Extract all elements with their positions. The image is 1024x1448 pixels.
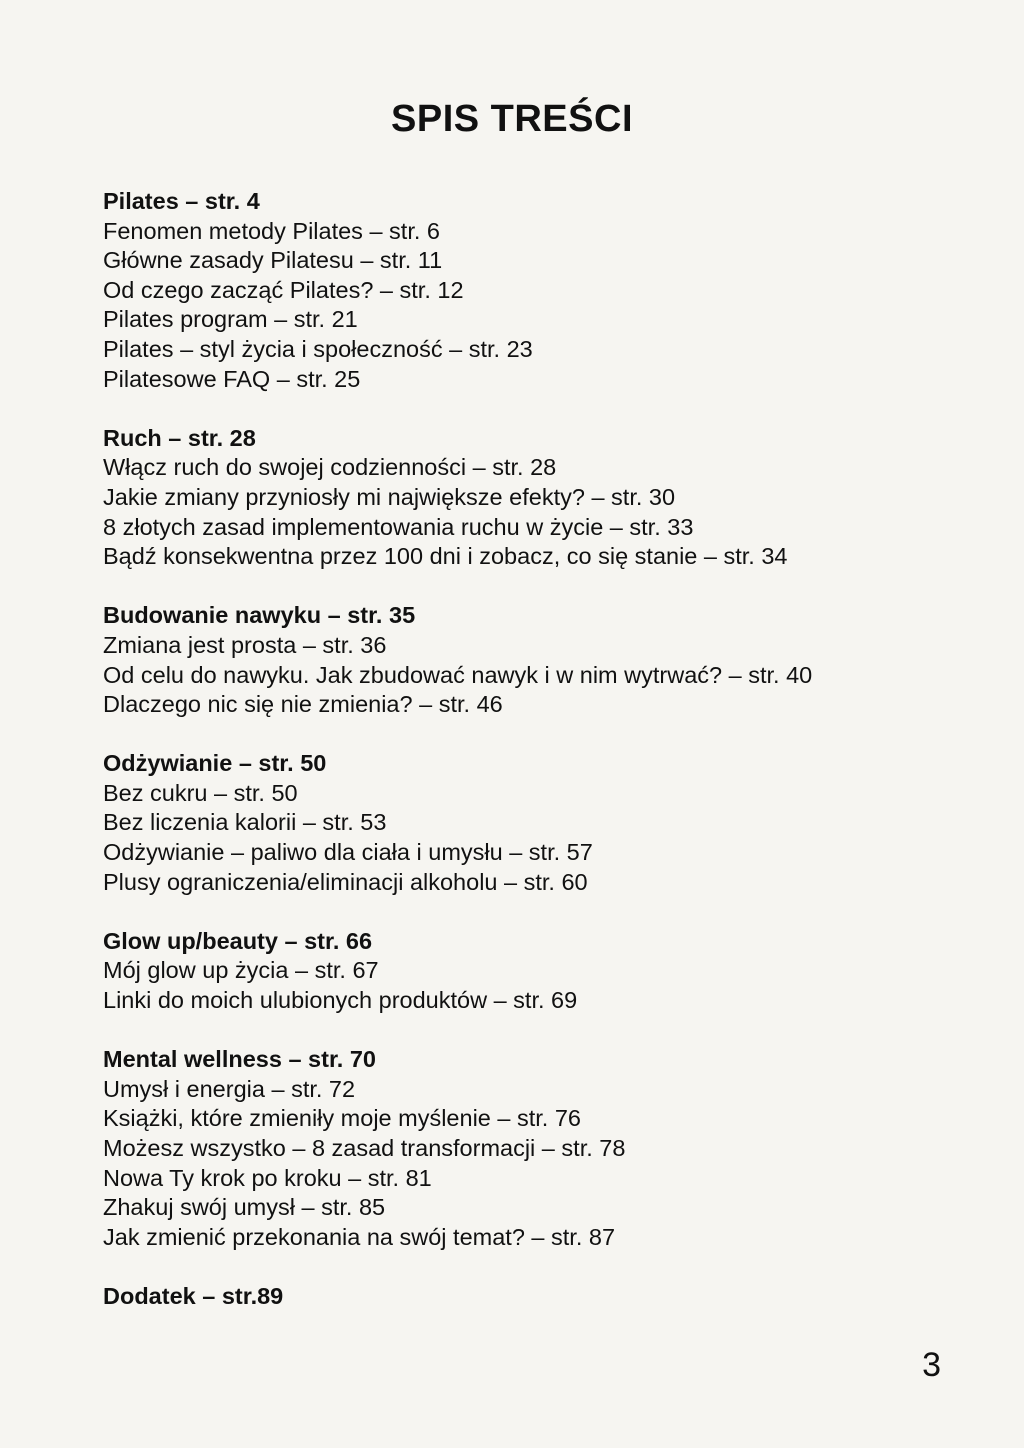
toc-entry: 8 złotych zasad implementowania ruchu w życie – str. 33	[103, 513, 694, 540]
toc-entry: Możesz wszystko – 8 zasad transformacji – str. 78	[103, 1135, 626, 1161]
toc-entry: Dlaczego nic się nie zmienia? – str. 46	[103, 691, 503, 718]
table-of-contents	[103, 187, 963, 1341]
page-title: SPIS TREŚCI	[391, 98, 633, 140]
toc-section-heading: Pilates – str. 4	[103, 188, 260, 214]
toc-entry: Plusy ograniczenia/eliminacji alkoholu – str. 60	[103, 868, 588, 895]
toc-entry: Linki do moich ulubionych produktów – str. 69	[103, 987, 578, 1014]
toc-entry: Mój glow up życia – str. 67	[103, 957, 379, 984]
toc-section-heading: Glow up/beauty – str. 66	[103, 927, 373, 954]
toc-section-heading: Ruch – str. 28	[103, 424, 256, 451]
toc-section-ruch	[103, 424, 963, 572]
toc-section-odzywianie	[103, 749, 963, 897]
toc-section-heading: Dodatek – str.89	[103, 1282, 284, 1309]
toc-section-dodatek	[103, 1282, 963, 1312]
toc-entry: Pilates – styl życia i społeczność – str. 23	[103, 335, 533, 362]
toc-entry: Fenomen metody Pilates – str. 6	[103, 217, 440, 244]
toc-section-glow-up	[103, 927, 963, 1016]
toc-entry: Pilatesowe FAQ – str. 25	[103, 365, 361, 392]
toc-entry: Książki, które zmieniły moje myślenie – str. 76	[103, 1105, 581, 1132]
toc-entry: Bez liczenia kalorii – str. 53	[103, 809, 387, 836]
toc-entry: Bądź konsekwentna przez 100 dni i zobacz, co się stanie – str. 34	[103, 543, 788, 570]
toc-entry: Nowa Ty krok po kroku – str. 81	[103, 1164, 432, 1191]
toc-section-pilates	[103, 187, 963, 394]
toc-section-heading: Budowanie nawyku – str. 35	[103, 602, 416, 629]
toc-entry: Główne zasady Pilatesu – str. 11	[103, 247, 443, 274]
page-number: 3	[922, 1346, 941, 1384]
toc-entry: Pilates program – str. 21	[103, 306, 358, 333]
toc-entry: Jak zmienić przekonania na swój temat? – str. 87	[103, 1223, 616, 1250]
toc-entry: Odżywianie – paliwo dla ciała i umysłu – str. 57	[103, 839, 593, 866]
toc-entry: Bez cukru – str. 50	[103, 779, 298, 806]
toc-entry: Od celu do nawyku. Jak zbudować nawyk i w nim wytrwać? – str. 40	[103, 661, 813, 688]
toc-entry: Włącz ruch do swojej codzienności – str. 28	[103, 454, 557, 481]
toc-entry: Od czego zacząć Pilates? – str. 12	[103, 276, 464, 303]
toc-section-budowanie-nawyku	[103, 601, 963, 719]
toc-entry: Zmiana jest prosta – str. 36	[103, 631, 387, 658]
toc-section-mental-wellness	[103, 1045, 963, 1252]
toc-entry: Umysł i energia – str. 72	[103, 1075, 356, 1102]
toc-section-heading: Odżywianie – str. 50	[103, 750, 327, 777]
toc-entry: Jakie zmiany przyniosły mi największe efekty? – str. 30	[103, 483, 676, 510]
toc-section-heading: Mental wellness – str. 70	[103, 1046, 376, 1073]
toc-entry: Zhakuj swój umysł – str. 85	[103, 1194, 386, 1221]
